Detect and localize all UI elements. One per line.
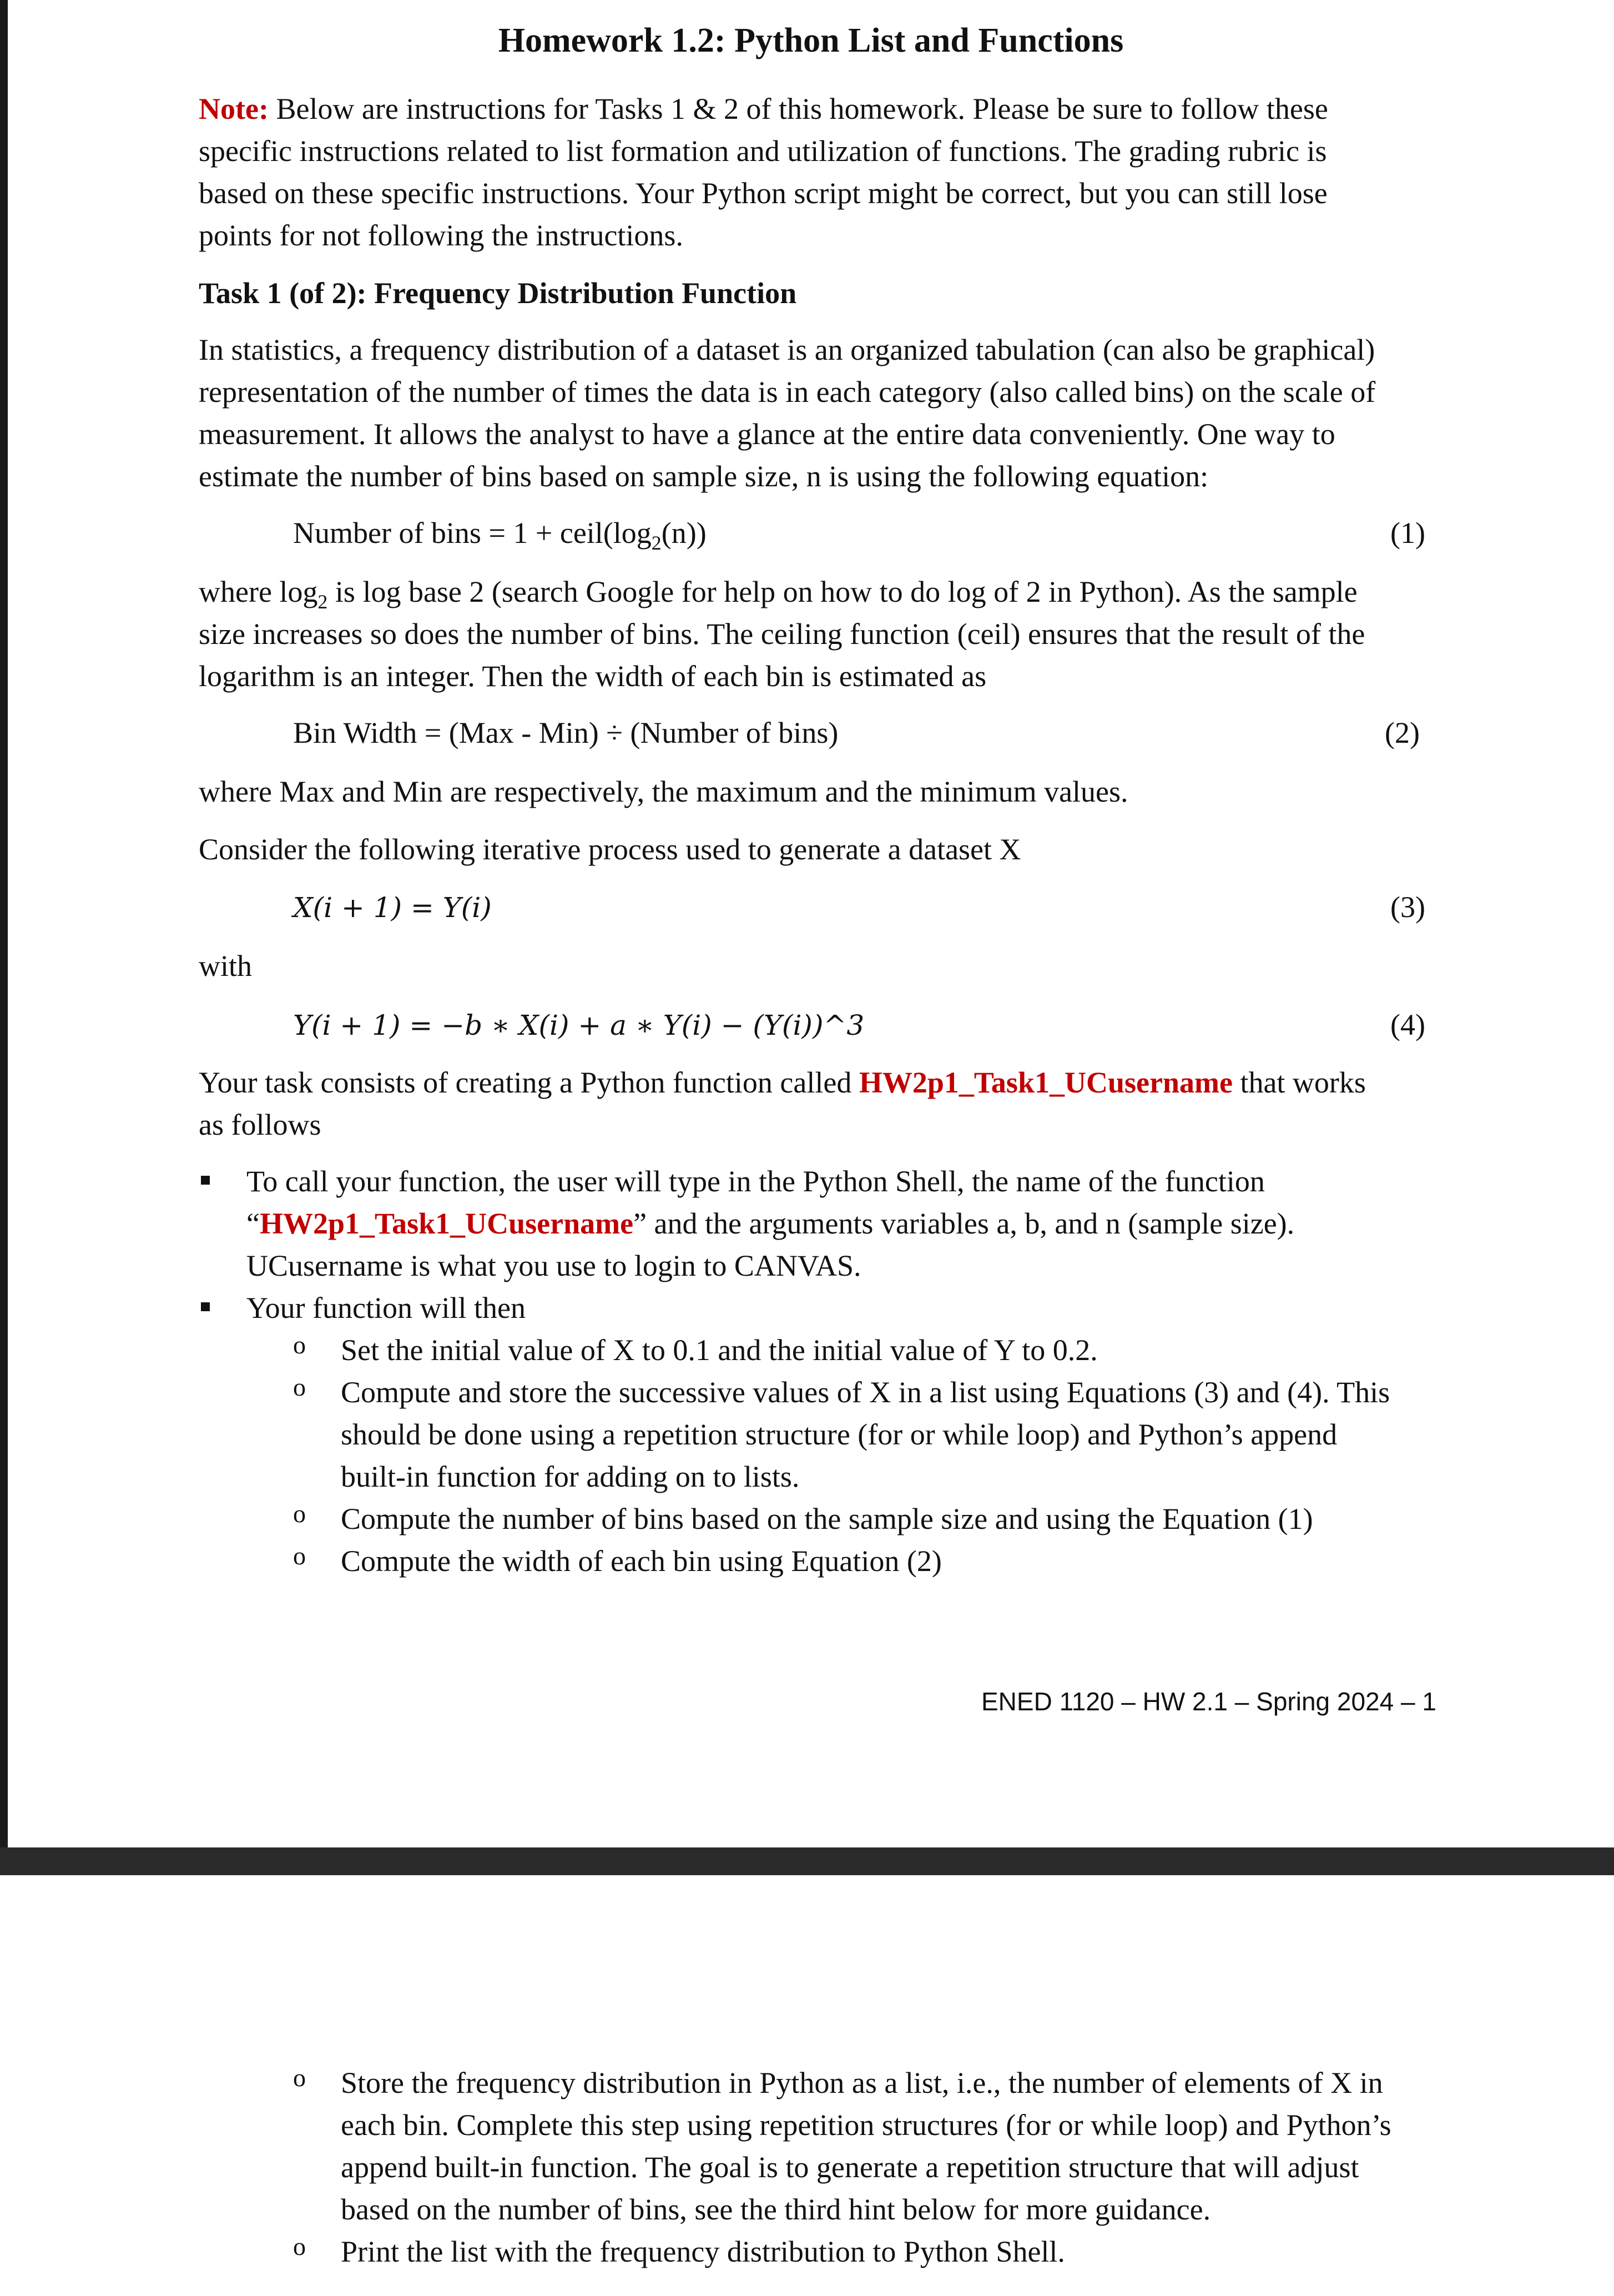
circle-bullet-icon: o [293, 1542, 306, 1570]
intro-paragraph [199, 329, 1436, 497]
circle-bullet-icon: o [293, 1331, 306, 1359]
note-paragraph [199, 88, 1436, 256]
log-explanation-paragraph: where $\log_2$ is log base 2 (search Google for help on how to do log of 2 in Python). As the sample size increases so does the number of bins. The ceiling function (ceil) ensures that the result of the logarithm is an integer. Then the width of each bin is estimated as [199, 571, 1436, 697]
minmax-line: where Max and Min are respectively, the maximum and the minimum values. [199, 775, 1128, 808]
intro-line: estimate the number of bins based on sample size, n is using the following equation: [199, 460, 1209, 493]
circle-bullet-icon: o [293, 1373, 306, 1401]
page-left-border [0, 0, 8, 1847]
note-line: specific instructions related to list formation and utilization of functions. The grading rubric is [199, 134, 1327, 168]
equation-1-number: (1) [1390, 516, 1425, 550]
page-separator [0, 1847, 1614, 1875]
page-title: Homework 1.2: Python List and Functions [498, 22, 1124, 59]
sub-bullet-bin-width: Compute the width of each bin using Equation (2) [341, 1544, 942, 1578]
circle-bullet-icon: o [293, 2063, 306, 2092]
equation-2-number: (2) [1385, 716, 1420, 749]
task1-heading: Task 1 (of 2): Frequency Distribution Function [199, 276, 797, 310]
bullet-function-then: Your function will then [246, 1291, 526, 1325]
bullet-call-function: To call your function, the user will type in the Python Shell, the name of the function “HW2p1_Task1_UCusername” and the arguments variables a, b, and n (sample size). UCusername is what you use to login to CANVAS. [246, 1165, 1295, 1282]
task-description: Your task consists of creating a Python function called HW2p1_Task1_UCusername that works as follows [199, 1066, 1366, 1141]
square-bullet-icon [201, 1302, 210, 1311]
sub-bullet-print-list: Print the list with the frequency distribution to Python Shell. [341, 2235, 1065, 2268]
circle-bullet-icon: o [293, 2232, 306, 2260]
circle-bullet-icon: o [293, 1499, 306, 1528]
equation-3-number: (3) [1390, 890, 1425, 924]
square-bullet-icon [201, 1176, 210, 1185]
equation-3: X(i + 1) = Y(i) (3) [293, 886, 1425, 929]
function-name-quoted: HW2p1_Task1_UCusername [259, 1207, 634, 1240]
consider-line: Consider the following iterative process used to generate a dataset X [199, 833, 1021, 866]
equation-1: Number of bins = $1 + ceil(\log_2(n))$ (1) [293, 512, 1425, 554]
intro-line: In statistics, a frequency distribution of a dataset is an organized tabulation (can also be graphical) [199, 333, 1375, 366]
sub-bullet-number-of-bins: Compute the number of bins based on the sample size and using the Equation (1) [341, 1502, 1313, 1535]
log-explanation-line: logarithm is an integer. Then the width of each bin is estimated as [199, 659, 987, 693]
intro-line: representation of the number of times the data is in each category (also called bins) on the scale of [199, 375, 1376, 409]
note-line: points for not following the instructions. [199, 219, 683, 252]
equation-2: Bin Width = (Max - Min) ÷ (Number of bins) (2) [293, 712, 1420, 754]
with-label: with [199, 949, 253, 983]
note-line: Below are instructions for Tasks 1 & 2 of this homework. Please be sure to follow these [276, 92, 1328, 125]
sub-bullet-compute-store: Compute and store the successive values of X in a list using Equations (3) and (4). This should be done using a repetition structure (for or while loop) and Python’s append built-in function for adding on to lists. [341, 1376, 1390, 1493]
equation-4: Y(i + 1) = −b ∗ X(i) + a ∗ Y(i) − (Y(i))^3 (4) [293, 1004, 1425, 1046]
log-explanation-line: size increases so does the number of bins. The ceiling function (ceil) ensures that the result of the [199, 617, 1365, 651]
sub-bullet-store-frequency: Store the frequency distribution in Python as a list, i.e., the number of elements of X in each bin. Complete this step using repetition structures (for or while loop) and Python’s append built-in function. The goal is to generate a repetition structure that will adjust based on the number of bins, see the third hint below for more guidance. [341, 2066, 1391, 2226]
note-line: based on these specific instructions. Your Python script might be correct, but you can still lose [199, 177, 1328, 210]
function-name: HW2p1_Task1_UCusername [859, 1066, 1233, 1099]
sub-bullet-initial-values: Set the initial value of X to 0.1 and the initial value of Y to 0.2. [341, 1333, 1098, 1367]
note-label: Note: [199, 92, 269, 125]
intro-line: measurement. It allows the analyst to have a glance at the entire data conveniently. One way to [199, 417, 1335, 451]
page-footer: ENED 1120 – HW 2.1 – Spring 2024 – 1 [981, 1687, 1436, 1716]
equation-4-number: (4) [1390, 1008, 1425, 1041]
